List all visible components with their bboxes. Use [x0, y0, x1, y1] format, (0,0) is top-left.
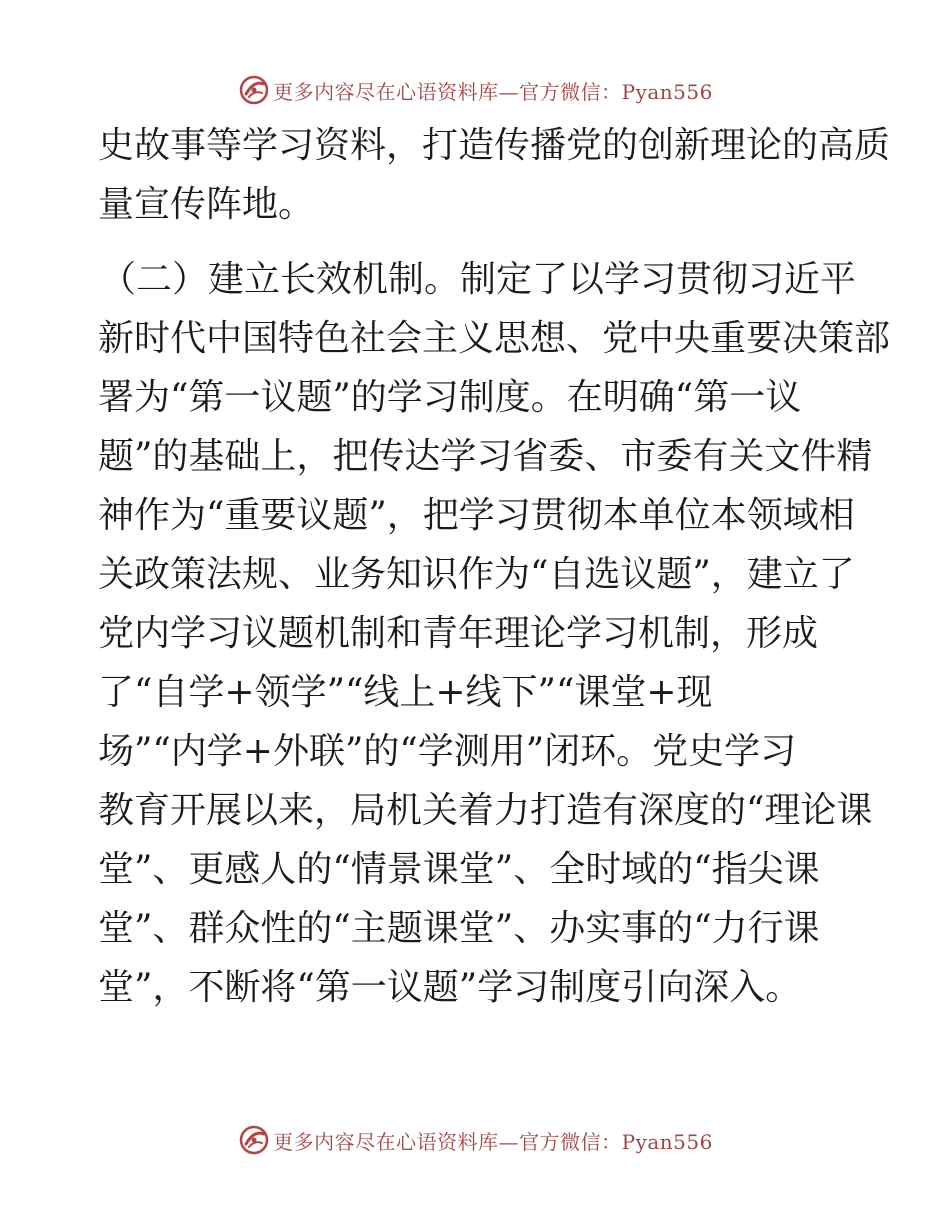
text-line: 署为“第一议题”的学习制度。在明确“第一议 [98, 377, 802, 418]
header-watermark [0, 70, 950, 110]
text-line: 史故事等学习资料，打造传播党的创新理论的高质 [98, 125, 891, 166]
text-line: 神作为“重要议题”，把学习贯彻本单位本领域相 [98, 495, 855, 536]
footer-watermark [0, 1120, 950, 1160]
text-line: 关政策法规、业务知识作为“自选议题”，建立了 [98, 554, 855, 595]
watermark-text: 更多内容尽在心语资料库—官方微信：Pyan556 [273, 1129, 713, 1154]
text-line: 教育开展以来，局机关着力打造有深度的“理论课 [98, 790, 873, 831]
brand-logo-icon [237, 73, 271, 107]
text-line: 堂”、更感人的“情景课堂”、全时域的“指尖课 [98, 849, 820, 890]
section-heading-line: （二）建立长效机制。制定了以学习贯彻习近平 [100, 259, 857, 300]
text-line: 堂”、群众性的“主题课堂”、办实事的“力行课 [98, 908, 820, 949]
text-line: 新时代中国特色社会主义思想、党中央重要决策部 [98, 318, 891, 359]
text-line: 量宣传阵地。 [98, 184, 315, 225]
text-line: 了“自学+领学”“线上+线下”“课堂+现 [98, 672, 713, 713]
text-line: 场”“内学+外联”的“学测用”闭环。党史学习 [98, 731, 797, 772]
text-line: 堂”，不断将“第一议题”学习制度引向深入。 [98, 967, 802, 1008]
text-line: 题”的基础上，把传达学习省委、市委有关文件精 [98, 436, 873, 477]
watermark-text: 更多内容尽在心语资料库—官方微信：Pyan556 [273, 79, 713, 104]
text-line: 党内学习议题机制和青年理论学习机制，形成 [98, 613, 819, 654]
brand-logo-icon [237, 1123, 271, 1157]
